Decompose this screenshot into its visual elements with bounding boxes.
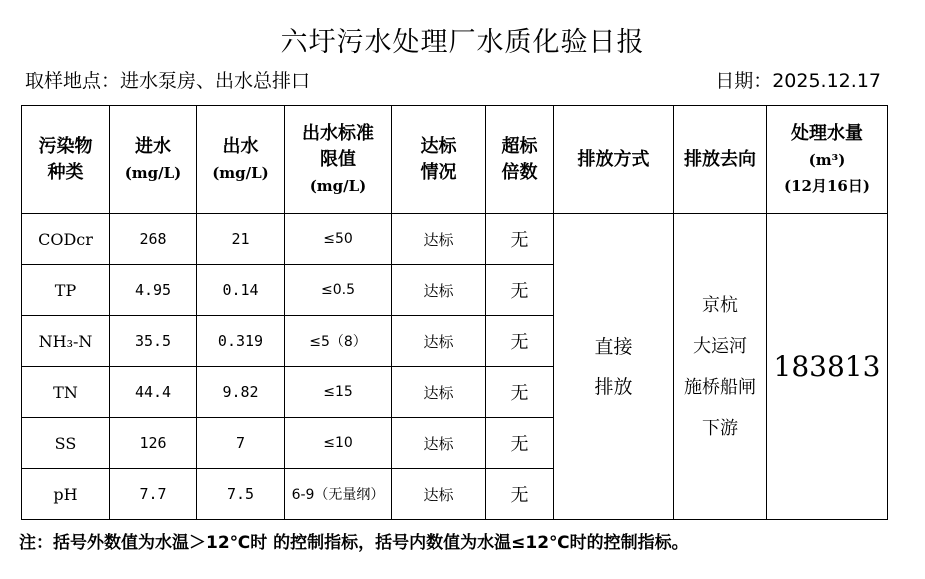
effluent-value: 7.5 [197, 469, 285, 520]
influent-value: 35.5 [110, 316, 197, 367]
status-value: 达标 [392, 469, 486, 520]
effluent-value: 0.319 [197, 316, 285, 367]
influent-value: 268 [110, 214, 197, 265]
effluent-value: 0.14 [197, 265, 285, 316]
pollutant-name: TP [22, 265, 110, 316]
limit-value: ≤5（8） [285, 316, 392, 367]
header-method: 排放方式 [554, 106, 674, 214]
header-row [22, 106, 888, 214]
pollutant-name: SS [22, 418, 110, 469]
status-value: 达标 [392, 367, 486, 418]
report-title: 六圩污水处理厂水质化验日报 [280, 27, 645, 58]
exceed-value: 无 [486, 418, 554, 469]
discharge-method: 直接 排放 [554, 214, 674, 520]
header-volume: 处理水量 (m³) (12月16日) [767, 106, 888, 214]
footnote: 注：括号外数值为水温＞12℃时 的控制指标，括号内数值为水温≤12℃时的控制指标。 [19, 533, 689, 553]
pollutant-name: TN [22, 367, 110, 418]
limit-value: 6-9（无量纲） [285, 469, 392, 520]
header-limit: 出水标准 限值 (mg/L) [285, 106, 392, 214]
sampling-location: 取样地点：进水泵房、出水总排口 [25, 70, 311, 92]
exceed-value: 无 [486, 469, 554, 520]
effluent-value: 21 [197, 214, 285, 265]
discharge-destination: 京杭 大运河 施桥船闸 下游 [674, 214, 767, 520]
status-value: 达标 [392, 418, 486, 469]
influent-value: 4.95 [110, 265, 197, 316]
header-effluent: 出水 (mg/L) [197, 106, 285, 214]
exceed-value: 无 [486, 316, 554, 367]
limit-value: ≤10 [285, 418, 392, 469]
header-destination: 排放去向 [674, 106, 767, 214]
effluent-value: 9.82 [197, 367, 285, 418]
report-date: 日期：2025.12.17 [715, 70, 881, 92]
influent-value: 44.4 [110, 367, 197, 418]
pollutant-name: NH₃-N [22, 316, 110, 367]
pollutant-name: pH [22, 469, 110, 520]
header-exceed: 超标 倍数 [486, 106, 554, 214]
status-value: 达标 [392, 316, 486, 367]
exceed-value: 无 [486, 265, 554, 316]
header-pollutant: 污染物 种类 [22, 106, 110, 214]
treated-volume: 183813 [767, 214, 888, 520]
limit-value: ≤50 [285, 214, 392, 265]
exceed-value: 无 [486, 214, 554, 265]
influent-value: 126 [110, 418, 197, 469]
limit-value: ≤15 [285, 367, 392, 418]
status-value: 达标 [392, 265, 486, 316]
header-status: 达标 情况 [392, 106, 486, 214]
influent-value: 7.7 [110, 469, 197, 520]
table-row [22, 214, 888, 265]
exceed-value: 无 [486, 367, 554, 418]
pollutant-name: CODcr [22, 214, 110, 265]
limit-value: ≤0.5 [285, 265, 392, 316]
header-influent: 进水 (mg/L) [110, 106, 197, 214]
effluent-value: 7 [197, 418, 285, 469]
status-value: 达标 [392, 214, 486, 265]
water-quality-table [21, 105, 888, 520]
